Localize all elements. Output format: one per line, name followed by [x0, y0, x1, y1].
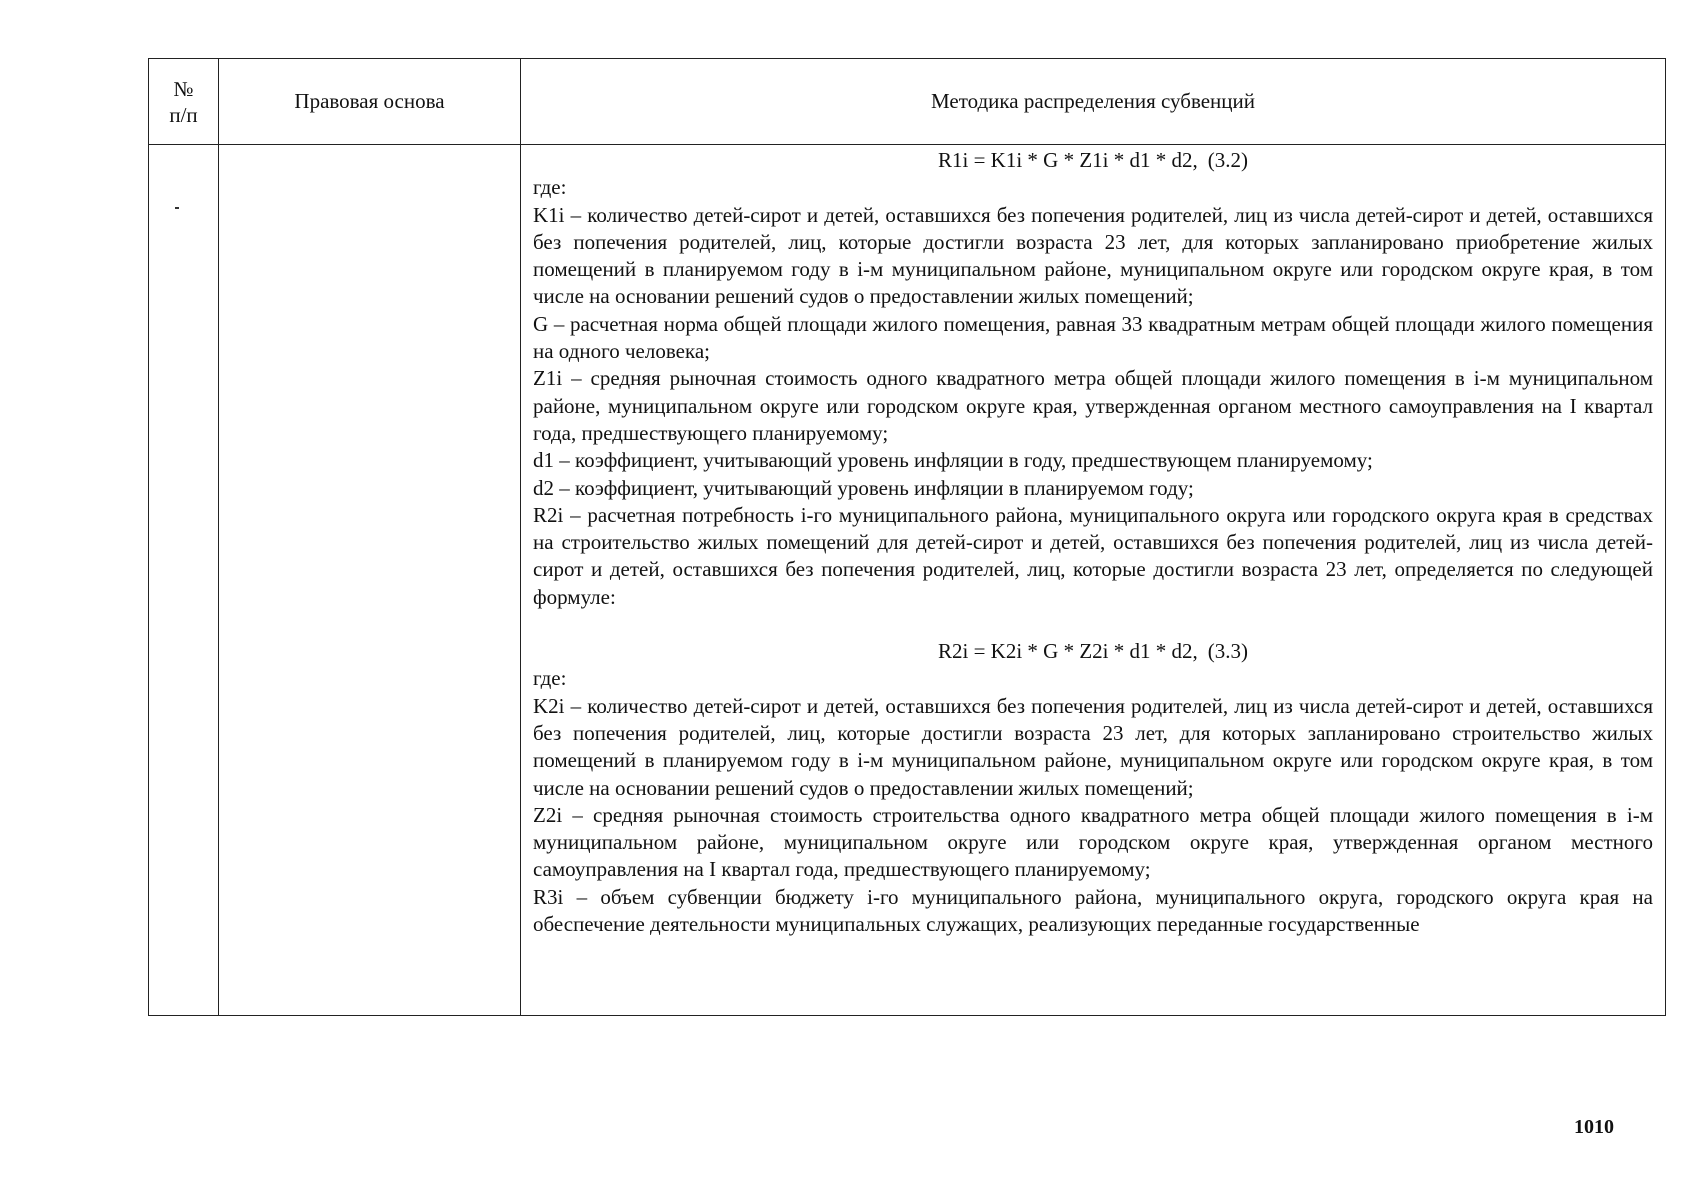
header-legal-basis: Правовая основа: [219, 59, 521, 145]
page-number: 1010: [1574, 1116, 1614, 1138]
definition-d2: d2 – коэффициент, учитывающий уровень инфляции в планируемом году;: [533, 475, 1194, 500]
formula-3-2-number: (3.2): [1207, 148, 1248, 172]
definition-z2i: Z2i – средняя рыночная стоимость строительства одного квадратного метра общей площади жилого помещения в i-м муниципальном районе, муниципальном округе или городском округе края, утвержденная органом местного самоуправления на I квартал года, предшествующего планируемому;: [533, 802, 1653, 882]
definition-g: G – расчетная норма общей площади жилого помещения, равная 33 квадратным метрам общей площади жилого помещения на одного человека;: [533, 311, 1653, 364]
header-number: [149, 59, 219, 145]
subvention-methodology-table: [148, 58, 1666, 1016]
table-row: [149, 145, 1666, 1016]
scan-mark: [175, 207, 179, 209]
formula-3-3-expression: R2i = K2i * G * Z2i * d1 * d2,: [937, 639, 1198, 664]
methodology-cell: [521, 145, 1666, 1016]
definition-k2i: K2i – количество детей-сирот и детей, оставшихся без попечения родителей, лиц из числа детей-сирот и детей, оставшихся без попечения родителей, лиц, которые достигли возраста 23 лет, для которых запланировано строительство жилых помещений в планируемом году в i-м муниципальном районе, муниципальном округе или городском округе края, в том числе на основании решений судов о предоставлении жилых помещений;: [533, 693, 1653, 800]
header-number-abbr: п/п: [169, 102, 198, 127]
formula-3-3: [533, 638, 1653, 665]
header-number-symbol: №: [173, 76, 194, 101]
header-methodology: Методика распределения субвенций: [521, 59, 1666, 145]
definition-r2i: R2i – расчетная потребность i-го муниципального района, муниципального округа или городского округа края в средствах на строительство жилых помещений для детей-сирот и детей, оставшихся без попечения родителей, лиц из числа детей-сирот и детей, оставшихся без попечения родителей, лиц, которые достигли возраста 23 лет, определяется по следующей формуле:: [533, 502, 1653, 609]
formula-3-2: [533, 147, 1653, 174]
table-header-row: [149, 59, 1666, 145]
where-label: где:: [533, 175, 567, 200]
legal-basis-cell: [219, 145, 521, 1016]
definition-d1: d1 – коэффициент, учитывающий уровень инфляции в году, предшествующем планируемому;: [533, 448, 1373, 473]
number-cell: [149, 145, 219, 1016]
definition-z1i: Z1i – средняя рыночная стоимость одного квадратного метра общей площади жилого помещения в i-м муниципальном районе, муниципальном округе или городском округе края, утвержденная органом местного самоуправления на I квартал года, предшествующего планируемому;: [533, 366, 1653, 445]
definition-r3i: R3i – объем субвенции бюджету i-го муниципального района, муниципального округа, городского округа края на обеспечение деятельности муниципальных служащих, реализующих переданные государственные: [533, 884, 1653, 937]
where-label-2: где:: [533, 666, 567, 691]
definition-k1i: K1i – количество детей-сирот и детей, оставшихся без попечения родителей, лиц из числа детей-сирот и детей, оставшихся без попечения родителей, лиц, которые достигли возраста 23 лет, для которых запланировано приобретение жилых помещений в планируемом году в i-м муниципальном районе, муниципальном округе или городском округе края, в том числе на основании решений судов о предоставлении жилых помещений;: [533, 202, 1653, 309]
formula-3-3-number: (3.3): [1207, 639, 1248, 664]
formula-3-2-expression: R1i = K1i * G * Z1i * d1 * d2,: [937, 148, 1198, 172]
